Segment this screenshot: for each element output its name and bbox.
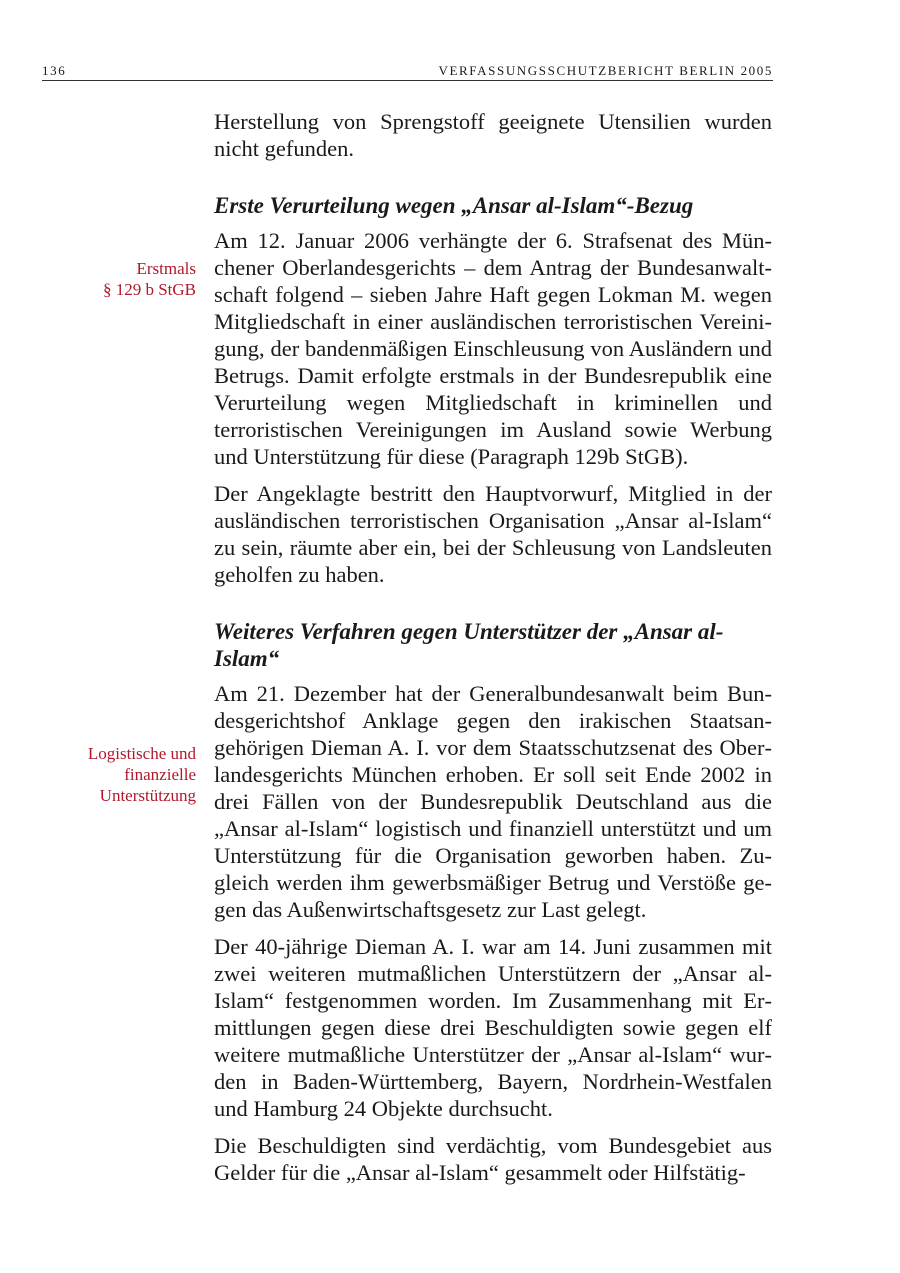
paragraph: Der 40-jährige Dieman A. I. war am 14. Juni zusammen mit zwei weiteren mutmaßlichen Unterstützern der „Ansar al-Islam“ festgenommen worden. Im Zusammenhang mit Ermittlungen gegen diese drei Beschuldigten sowie gegen elf weitere mutmaßliche Unterstützer der „Ansar al-Islam“ wurden in Baden-Württemberg, Bayern, Nordrhein-Westfalen und Hamburg 24 Objekte durchsucht. xyxy=(214,934,772,1121)
running-title: VERFASSUNGSSCHUTZBERICHT BERLIN 2005 xyxy=(438,63,773,78)
page-number: 136 xyxy=(42,63,67,78)
paragraph: Herstellung von Sprengstoff geeignete Utensilien wurden nicht gefunden. xyxy=(214,109,772,161)
margin-note-erstmals xyxy=(60,258,196,300)
paragraph: Am 12. Januar 2006 verhängte der 6. Strafsenat des Münchener Oberlandesgerichts – dem Antrag der Bundesanwaltschaft folgend – sieben Jahre Haft gegen Lokman M. wegen Mitgliedschaft in einer ausländischen terroristischen Vereinigung, der bandenmäßigen Einschleusung von Ausländern und Betrugs. Damit erfolgte erstmals in der Bundesrepublik eine Verurteilung wegen Mitgliedschaft in kriminellen und terroristischen Vereinigungen im Ausland sowie Werbung und Unterstützung für diese (Paragraph 129b StGB). xyxy=(214,228,772,469)
margin-note-logistische xyxy=(60,743,196,806)
section-heading: Erste Verurteilung wegen „Ansar al-Islam“-Bezug xyxy=(214,193,694,218)
margin-note-line: § 129 b StGB xyxy=(102,280,196,299)
paragraph: Die Beschuldigten sind verdächtig, vom Bundesgebiet aus Gelder für die „Ansar al-Islam“ gesammelt oder Hilfstätig- xyxy=(214,1133,772,1185)
main-text-column xyxy=(214,108,772,1196)
margin-note-line: Erstmals xyxy=(136,259,196,278)
running-header xyxy=(42,60,773,81)
paragraph: Der Angeklagte bestritt den Hauptvorwurf, Mitglied in der ausländischen terroristischen Organisation „Ansar al-Islam“ zu sein, räumte aber ein, bei der Schleusung von Landsleuten geholfen zu haben. xyxy=(214,481,772,587)
margin-note-line: finanzielle xyxy=(124,765,196,784)
margin-note-line: Logistische und xyxy=(87,744,196,763)
margin-note-line: Unterstützung xyxy=(99,786,196,805)
section-heading: Weiteres Verfahren gegen Unterstützer der „Ansar al-Islam“ xyxy=(214,619,724,671)
paragraph: Am 21. Dezember hat der Generalbundesanwalt beim Bundesgerichtshof Anklage gegen den irakischen Staatsangehörigen Dieman A. I. vor dem Staatsschutzsenat des Oberlandesgerichts München erhoben. Er soll seit Ende 2002 in drei Fällen von der Bundesrepublik Deutschland aus die „Ansar al-Islam“ logistisch und finanziell unterstützt und um Unterstützung für die Organisation geworben haben. Zugleich werden ihm gewerbsmäßiger Betrug und Verstöße gegen das Außenwirtschaftsgesetz zur Last gelegt. xyxy=(214,681,772,922)
